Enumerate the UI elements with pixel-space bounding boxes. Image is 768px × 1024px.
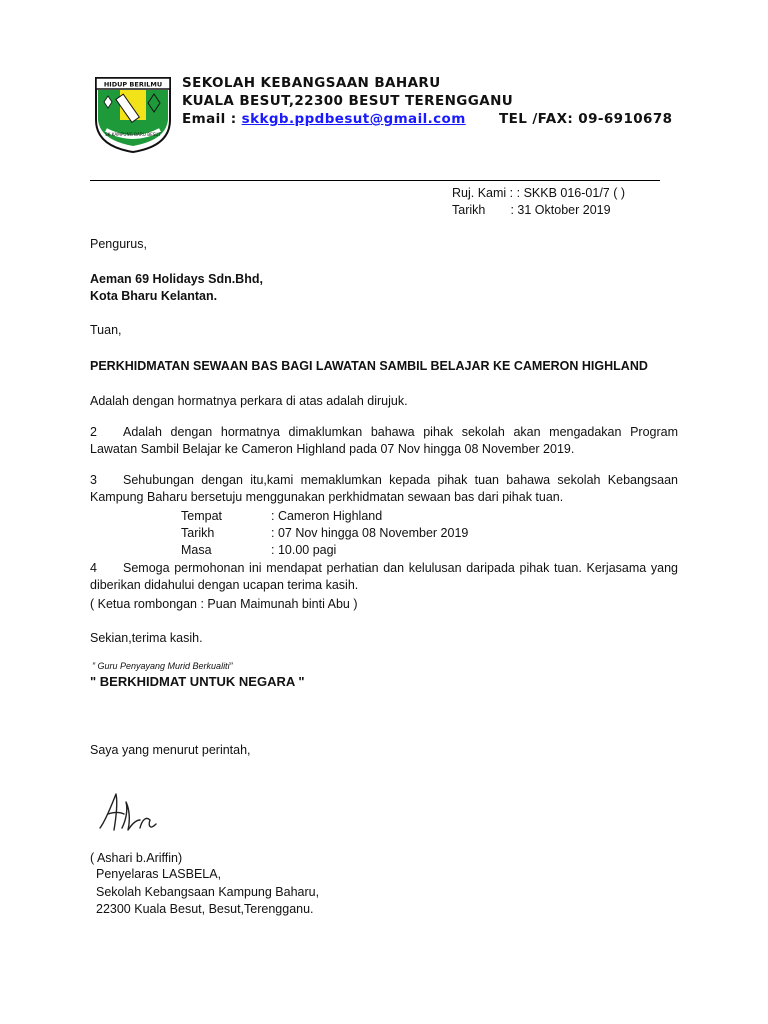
reference-tarikh — [452, 203, 611, 217]
paragraph-2-text: Adalah dengan hormatnya dimaklumkan bahawa pihak sekolah akan mengadakan Program Lawatan Sambil Belajar ke Cameron Highland pada 07 Nov hingga 08 November 2019. — [90, 425, 678, 456]
recipient-company: Aeman 69 Holidays Sdn.Bhd, — [90, 272, 263, 286]
paragraph-4-note: ( Ketua rombongan : Puan Maimunah binti Abu ) — [90, 597, 358, 611]
ruj-value: : SKKB 016-01/7 ( ) — [516, 186, 626, 200]
header-divider — [90, 180, 660, 181]
email-line — [182, 111, 466, 127]
detail-row-tarikh: Tarikh : 07 Nov hingga 08 November 2019 — [181, 526, 469, 540]
paragraph-4-number: 4 — [90, 561, 97, 575]
svg-text:HIDUP BERILMU: HIDUP BERILMU — [103, 80, 163, 89]
recipient-city: Kota Bharu Kelantan. — [90, 289, 218, 303]
paragraph-2-number: 2 — [90, 425, 97, 439]
paragraph-4 — [90, 560, 678, 594]
paragraph-3-text: Sehubungan dengan itu,kami memaklumkan kepada pihak tuan bahawa sekolah Kebangsaan Kampung Baharu bersetuju menggunakan perkhidmatan sewaan bas dari pihak tuan. — [90, 473, 678, 504]
slogan-big: " BERKHIDMAT UNTUK NEGARA " — [90, 674, 305, 689]
svg-text:SK KAMPUNG BARU BESUT: SK KAMPUNG BARU BESUT — [104, 132, 162, 137]
paragraph-3-number: 3 — [90, 473, 97, 487]
details-list — [181, 508, 468, 559]
email-label: Email : — [182, 111, 237, 127]
tarikh-value: : 31 Oktober 2019 — [510, 203, 611, 217]
signatory-name: ( Ashari b.Ariffin) — [90, 851, 183, 865]
school-address: KUALA BESUT,22300 BESUT TERENGGANU — [182, 93, 514, 109]
reference-ruj — [452, 186, 625, 200]
paragraph-1: Adalah dengan hormatnya perkara di atas adalah dirujuk. — [90, 394, 408, 408]
detail-row-masa: Masa : 10.00 pagi — [181, 543, 337, 557]
letter-subject: PERKHIDMATAN SEWAAN BAS BAGI LAWATAN SAMBIL BELAJAR KE CAMERON HIGHLAND — [90, 359, 648, 373]
tarikh-label: Tarikh — [452, 203, 486, 217]
paragraph-3 — [90, 472, 678, 506]
closing-thanks: Sekian,terima kasih. — [90, 631, 203, 645]
ruj-label: Ruj. Kami : — [452, 186, 514, 200]
email-link[interactable]: skkgb.ppdbesut@gmail.com — [241, 111, 466, 127]
slogan-small: ” Guru Penyayang Murid Berkualiti” — [92, 661, 233, 671]
recipient-title: Pengurus, — [90, 237, 147, 251]
detail-row-tempat: Tempat : Cameron Highland — [181, 509, 383, 523]
handwritten-signature — [96, 790, 166, 836]
paragraph-2 — [90, 424, 678, 458]
salutation: Tuan, — [90, 323, 122, 337]
school-crest-logo — [92, 74, 174, 154]
school-name: SEKOLAH KEBANGSAAN BAHARU — [182, 75, 441, 91]
signatory-position: Penyelaras LASBELA, — [96, 867, 222, 881]
closing-obey: Saya yang menurut perintah, — [90, 743, 251, 757]
tel-fax: TEL /FAX: 09-6910678 — [499, 111, 673, 127]
signatory-address: 22300 Kuala Besut, Besut,Terengganu. — [96, 902, 314, 916]
signatory-school: Sekolah Kebangsaan Kampung Baharu, — [96, 885, 320, 899]
paragraph-4-text: Semoga permohonan ini mendapat perhatian dan kelulusan daripada pihak tuan. Kerjasama yang diberikan didahului dengan ucapan terima kasih. — [90, 561, 678, 592]
